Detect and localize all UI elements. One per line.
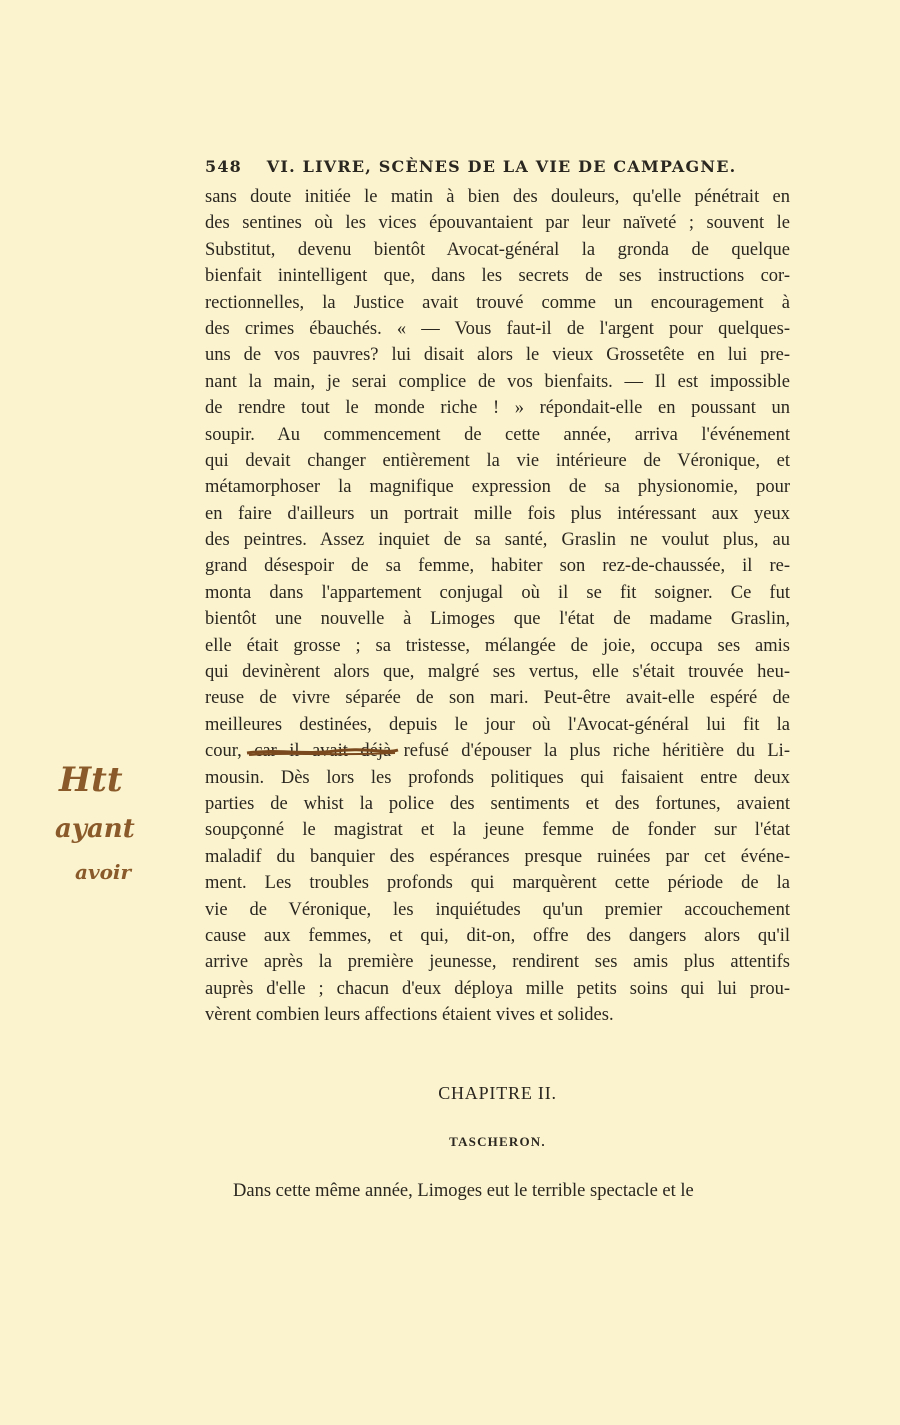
handwritten-margin-note	[55, 755, 175, 895]
text-line: métamorphoser la magnifique expression de sa physionomie, pour	[205, 477, 790, 498]
text-line: de rendre tout le monde riche ! » répondait-elle en poussant un	[205, 398, 790, 419]
text-line-content: cour, car il avait déjà refusé d'épouser la plus riche héritière du Li-	[205, 741, 790, 762]
text-line: qui devinèrent alors que, malgré ses vertus, elle s'était trouvée heu-	[205, 662, 790, 683]
text-line: nant la main, je serai complice de vos bienfaits. — Il est impossible	[205, 371, 790, 392]
text-line: ment. Les troubles profonds qui marquèrent cette période de la	[205, 873, 790, 894]
margin-note-line: Htt	[59, 760, 123, 800]
text-line: bienfait inintelligent que, dans les secrets de ses instructions cor-	[205, 266, 790, 287]
text-line: vie de Véronique, les inquiétudes qu'un premier accouchement	[205, 899, 790, 920]
text-line: soupçonné le magistrat et la jeune femme de fonder sur l'état	[205, 820, 790, 841]
body-text	[205, 184, 790, 1029]
text-line: qui devait changer entièrement la vie intérieure de Véronique, et	[205, 450, 790, 471]
text-line-with-deletion	[205, 738, 790, 764]
text-line: grand désespoir de sa femme, habiter son rez-de-chaussée, il re-	[205, 556, 790, 577]
text-line: Dans cette même année, Limoges eut le terrible spectacle et le	[233, 1181, 694, 1201]
running-head-title: VI. LIVRE, SCÈNES DE LA VIE DE CAMPAGNE.	[266, 157, 737, 176]
text-line: mousin. Dès lors les profonds politiques qui faisaient entre deux	[205, 767, 790, 788]
text-line: parties de whist la police des sentiments et des fortunes, avaient	[205, 793, 790, 814]
chapter-subtitle: TASCHERON.	[449, 1134, 546, 1149]
text-line: uns de vos pauvres? lui disait alors le vieux Grossetête en lui pre-	[205, 345, 790, 366]
text-line: des sentines où les vices épouvantaient par leur naïveté ; souvent le	[205, 213, 790, 234]
margin-note-line: avoir	[75, 860, 132, 884]
text-line: sans doute initiée le matin à bien des douleurs, qu'elle pénétrait en	[205, 187, 790, 207]
text-line: soupir. Au commencement de cette année, arriva l'événement	[205, 424, 790, 445]
text-line: cause aux femmes, et qui, dit-on, offre des dangers alors qu'il	[205, 925, 790, 946]
text-line: des peintres. Assez inquiet de sa santé, Graslin ne voulut plus, au	[205, 530, 790, 551]
text-line: elle était grosse ; sa tristesse, mélangée de joie, occupa ses amis	[205, 635, 790, 656]
text-line: reuse de vivre séparée de son mari. Peut-être avait-elle espéré de	[205, 688, 790, 709]
text-line: maladif du banquier des espérances presque ruinées par cet événe-	[205, 846, 790, 867]
margin-note-drawing	[55, 755, 175, 895]
page-number: 548	[205, 157, 242, 176]
text-line: des crimes ébauchés. « — Vous faut-il de l'argent pour quelques-	[205, 318, 790, 339]
text-line: auprès d'elle ; chacun d'eux déploya mille petits soins qui lui prou-	[205, 978, 790, 999]
text-line: vèrent combien leurs affections étaient vives et solides.	[205, 1005, 614, 1026]
chapter-first-line	[233, 1178, 790, 1204]
text-line: rectionnelles, la Justice avait trouvé comme un encouragement à	[205, 292, 790, 313]
text-line: meilleures destinées, depuis le jour où l'Avocat-général lui fit la	[205, 714, 790, 735]
text-line: monta dans l'appartement conjugal où il se fit soigner. Ce fut	[205, 582, 790, 603]
text-line: en faire d'ailleurs un portrait mille fois plus intéressant aux yeux	[205, 503, 790, 524]
text-line: bientôt une nouvelle à Limoges que l'état de madame Graslin,	[205, 609, 790, 630]
text-line: arrive après la première jeunesse, rendirent ses amis plus attentifs	[205, 952, 790, 973]
margin-note-line: ayant	[55, 814, 135, 844]
running-head	[205, 157, 790, 176]
text-line: Substitut, devenu bientôt Avocat-général la gronda de quelque	[205, 239, 790, 260]
chapter-title: CHAPITRE II.	[438, 1083, 557, 1103]
